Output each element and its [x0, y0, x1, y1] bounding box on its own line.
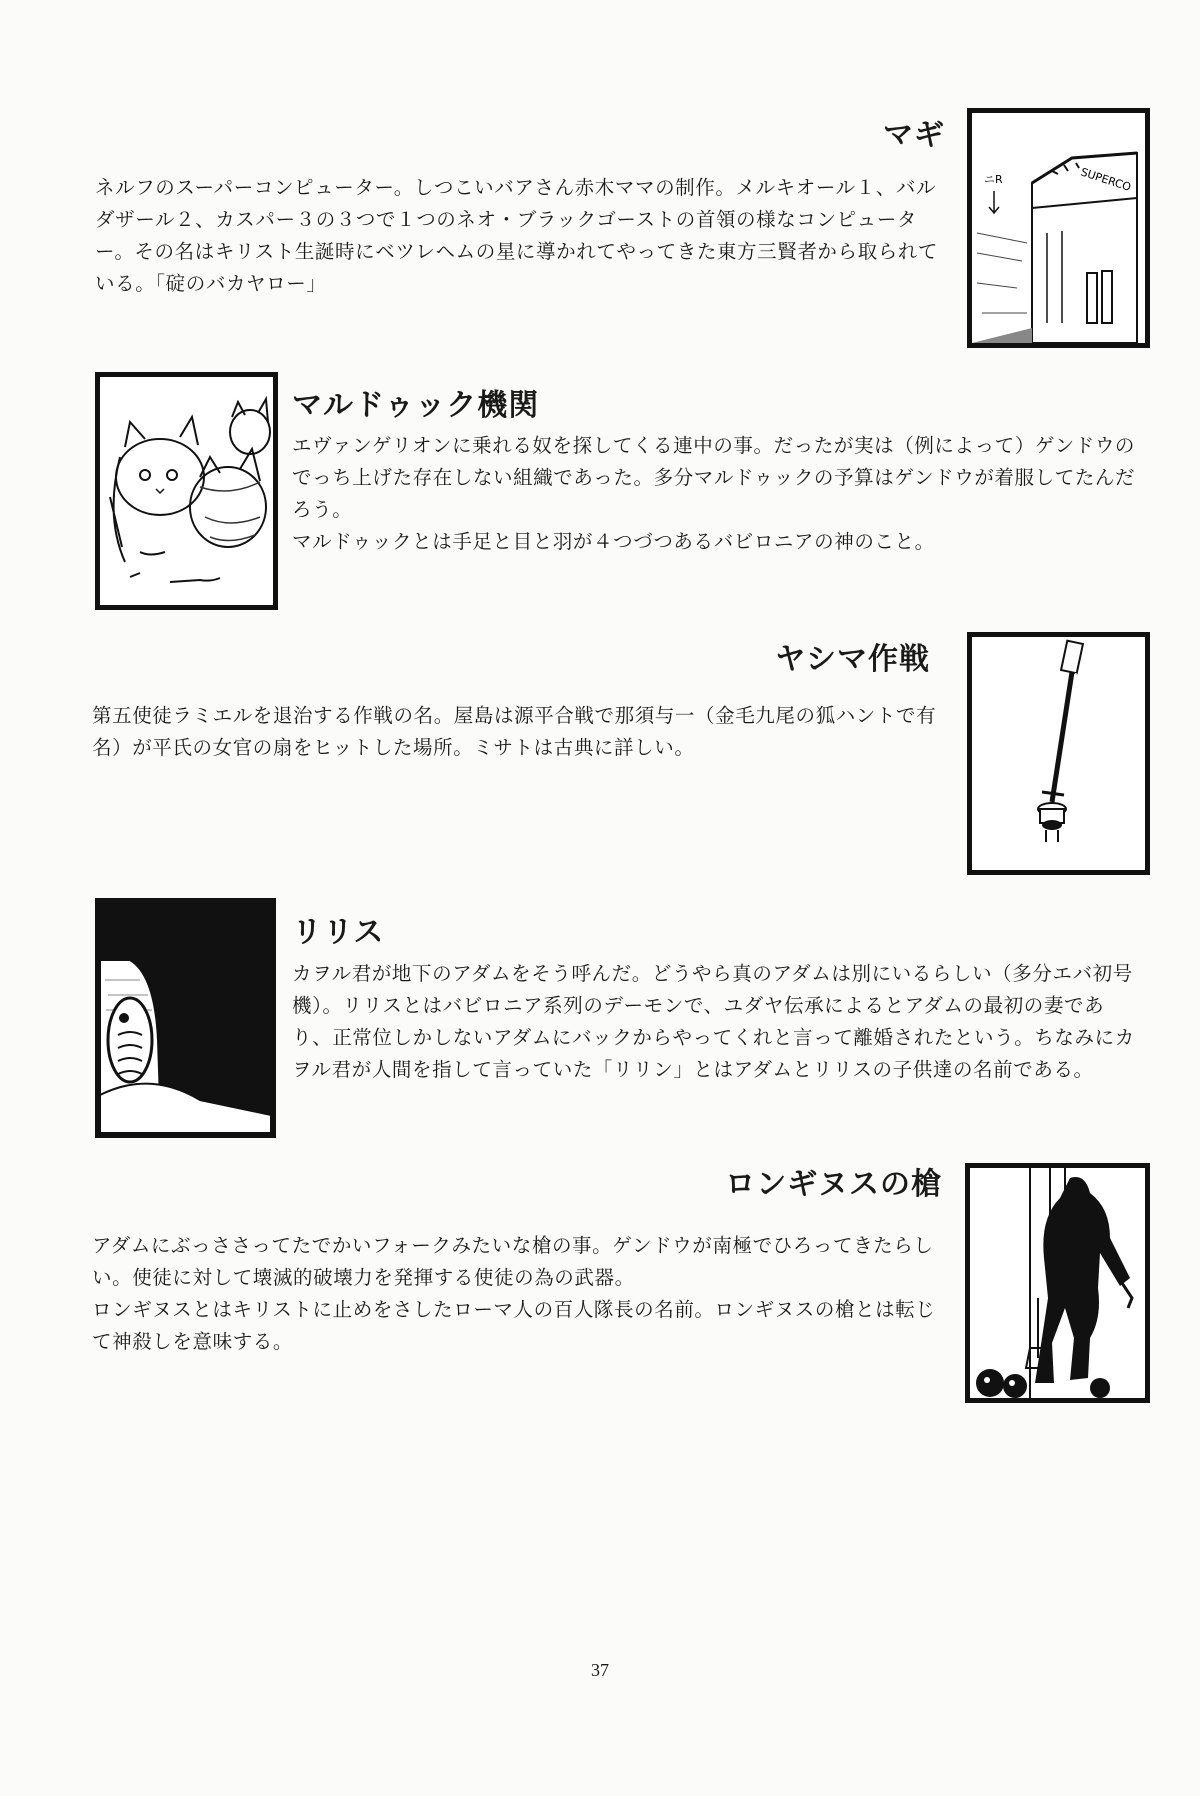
entry-paragraph: ネルフのスーパーコンピューター。しつこいバアさん赤木ママの制作。メルキオール１、バルダザール２、カスパー３の３つで１つのネオ・ブラックゴーストの首領の様なコンピューター。その名はキリスト生誕時にベツレヘムの星に導かれてやってきた東方三賢者から取られている。「碇のバカヤロー」	[95, 176, 939, 295]
magi-supercomputer-drawing	[972, 113, 1145, 343]
illustration-label: SUPERCO	[1079, 165, 1133, 194]
entry-title-yashima: ヤシマ作戦	[775, 642, 930, 677]
entry-body-magi	[95, 172, 940, 300]
entry-paragraph: ロンギヌスとはキリストに止めをさしたローマ人の百人隊長の名前。ロンギヌスの槍とは転じて神殺しを意味する。	[92, 1298, 936, 1353]
entry-title-lilith: リリス	[292, 915, 385, 950]
eva-silhouette-illustration	[965, 1163, 1150, 1403]
drill-drawing	[972, 637, 1145, 870]
svg-text:ニR: ニR	[984, 173, 1003, 186]
entry-body-yashima	[92, 700, 937, 764]
entry-title-magi: マギ	[883, 118, 945, 153]
entry-paragraph: カヲル君が地下のアダムをそう呼んだ。どうやら真のアダムは別にいるらしい（多分エバ初号機）。リリスとはバビロニア系列のデーモンで、ユダヤ伝承によるとアダムの最初の妻であり、正常位しかしないアダムにバックからやってくれと言って離婚されたという。ちなみにカヲル君が人間を指して言っていた「リリン」とはアダムとリリスの子供達の名前である。	[292, 962, 1135, 1081]
eva-silhouette-drawing	[970, 1168, 1145, 1398]
cats-drawing	[100, 377, 273, 605]
page-number: 37	[591, 1660, 609, 1680]
magi-supercomputer-illustration	[967, 108, 1150, 348]
entry-body-longinus	[92, 1230, 937, 1358]
entry-paragraph: アダムにぶっささってたでかいフォークみたいな槍の事。ゲンドウが南極でひろってきたらしい。使徒に対して壊滅的破壊力を発揮する使徒の為の武器。	[92, 1234, 934, 1289]
entry-paragraph: エヴァンゲリオンに乗れる奴を探してくる連中の事。だったが実は（例によって）ゲンドウのでっち上げた存在しない組織であった。多分マルドゥックの予算はゲンドウが着服してたんだろう。	[292, 434, 1136, 521]
entry-title-longinus: ロンギヌスの槍	[725, 1167, 942, 1202]
lilith-mask-drawing	[100, 900, 271, 1133]
drill-illustration	[967, 632, 1150, 875]
entry-body-lilith	[292, 958, 1137, 1086]
entry-title-marduk: マルドゥック機関	[292, 388, 540, 423]
entry-body-marduk	[292, 430, 1137, 558]
entry-paragraph: 第五使徒ラミエルを退治する作戦の名。屋島は源平合戦で那須与一（金毛九尾の狐ハントで有名）が平氏の女官の扇をヒットした場所。ミサトは古典に詳しい。	[92, 704, 937, 759]
lilith-mask-illustration	[95, 898, 276, 1138]
cats-illustration	[95, 372, 278, 610]
entry-paragraph: マルドゥックとは手足と目と羽が４つづつあるバビロニアの神のこと。	[292, 530, 935, 553]
